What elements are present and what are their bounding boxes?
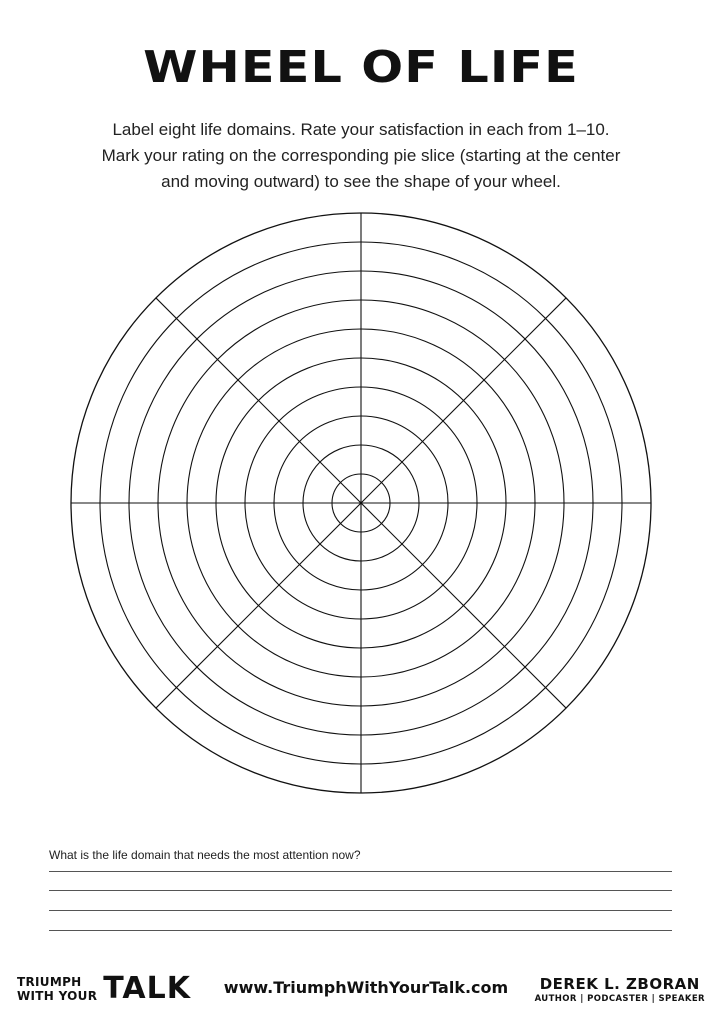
triumph-logo	[17, 972, 191, 1006]
answer-line-4[interactable]	[49, 930, 672, 931]
instructions-line-2: Mark your rating on the corresponding pie slice (starting at the center	[101, 146, 621, 165]
website-url: www.TriumphWithYourTalk.com	[223, 978, 509, 997]
answer-line-2[interactable]	[49, 890, 672, 891]
answer-line-3[interactable]	[49, 910, 672, 911]
domain-spoke-8	[156, 298, 361, 503]
domain-spoke-2	[361, 298, 566, 503]
instructions	[90, 117, 632, 195]
answer-line-1[interactable]	[49, 871, 672, 872]
domain-spoke-4	[361, 503, 566, 708]
instructions-line-3: and moving outward) to see the shape of your wheel.	[161, 172, 561, 191]
logo-big-text: TALK	[103, 971, 191, 1006]
page-title: WHEEL OF LIFE	[143, 42, 579, 93]
instructions-line-1: Label eight life domains. Rate your satisfaction in each from 1–10.	[112, 120, 610, 139]
logo-small-text	[17, 975, 97, 1003]
domain-spoke-6	[156, 503, 361, 708]
logo-line-2: WITH YOUR	[17, 989, 98, 1003]
reflection-question: What is the life domain that needs the most attention now?	[49, 848, 361, 862]
logo-line-1: TRIUMPH	[17, 975, 82, 989]
author-name: DEREK L. ZBORAN	[539, 975, 700, 993]
author-block	[535, 975, 705, 1005]
author-roles: AUTHOR | PODCASTER | SPEAKER	[534, 994, 705, 1004]
